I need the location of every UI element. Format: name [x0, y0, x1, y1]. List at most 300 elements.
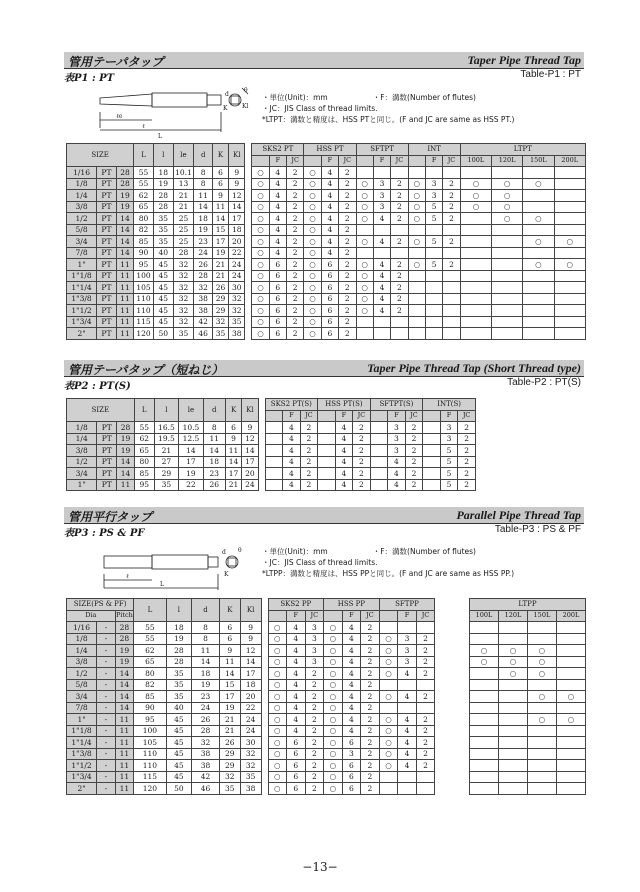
table-cell: ○ [491, 201, 522, 213]
table-cell: 3 [342, 748, 361, 760]
table-cell: 6 [321, 270, 338, 282]
col-header-K: K [225, 399, 241, 422]
table-cell: 4 [321, 201, 338, 213]
table-cell: ○ [252, 247, 269, 259]
table-cell: 115 [134, 771, 166, 783]
table-cell: - [97, 656, 116, 668]
table-cell: 2 [287, 328, 304, 340]
table-cell: 24 [229, 270, 245, 282]
table-row [67, 293, 586, 305]
table-cell: 4 [321, 178, 338, 190]
table-cell: 6 [342, 783, 361, 795]
table-cell: PT [97, 201, 117, 213]
table-cell [470, 679, 499, 691]
table-cell: 2 [300, 468, 318, 480]
table-cell: 1"1/8 [67, 270, 97, 282]
table-cell: 65 [134, 201, 154, 213]
table-cell: - [97, 622, 116, 634]
table-cell: 65 [134, 656, 166, 668]
table-cell: 28 [173, 247, 194, 259]
note-line: ・JC：JIS Class of thread limits. [262, 558, 378, 567]
table-cell: 22 [229, 247, 245, 259]
sub-header-blank [356, 155, 373, 167]
table-cell: ○ [304, 213, 321, 225]
table-cell [498, 760, 527, 772]
table-cell: 35 [166, 668, 191, 680]
table-row [67, 422, 476, 434]
table-cell: ○ [408, 178, 425, 190]
table-cell: 20 [240, 691, 261, 703]
table-cell: 1"1/4 [67, 282, 97, 294]
table-cell: 2 [305, 748, 324, 760]
table-cell [556, 702, 585, 714]
table-cell: 24 [240, 725, 261, 737]
sub-header-F: F [388, 410, 406, 422]
table-cell: ○ [268, 702, 287, 714]
table-cell [554, 282, 586, 294]
table-cell: 4 [388, 456, 406, 468]
table-cell: ○ [527, 645, 556, 657]
table-cell: ○ [324, 633, 343, 645]
table-cell [554, 167, 586, 179]
table-cell: 18 [240, 679, 261, 691]
table-cell: ○ [379, 691, 398, 703]
table-cell: ○ [252, 236, 269, 248]
table-cell: 55 [134, 622, 166, 634]
table-cell: 4 [373, 270, 390, 282]
table-cell: 2 [443, 236, 460, 248]
table-cell [356, 328, 373, 340]
table-cell: 2 [305, 714, 324, 726]
table-cell: 2 [353, 479, 371, 491]
table-cell: 2 [416, 656, 435, 668]
table-cell [556, 679, 585, 691]
table-cell [408, 247, 425, 259]
column-gap [261, 656, 268, 668]
table-cell: 45 [166, 760, 191, 772]
table-cell: 19 [212, 247, 228, 259]
table-cell: 2 [300, 422, 318, 434]
table-cell: 35 [153, 224, 173, 236]
table-cell: 21 [219, 714, 240, 726]
table-cell: - [97, 645, 116, 657]
table-cell: 6 [269, 305, 286, 317]
table-id-en: Table-P3 : PS & PF [494, 524, 581, 535]
sub-header-F: F [283, 410, 301, 422]
marker-cell [370, 479, 388, 491]
table-cell: 6 [225, 422, 241, 434]
table-cell [398, 622, 417, 634]
table-cell: 1/8 [67, 178, 97, 190]
sub-header-JC: JC [458, 410, 476, 422]
table-row [67, 771, 586, 783]
table-cell: 42 [192, 771, 220, 783]
table-cell [498, 679, 527, 691]
table-cell: PT [97, 445, 117, 457]
section-header-taper [64, 52, 584, 69]
table-cell: 2 [353, 456, 371, 468]
table-cell: 15 [212, 224, 228, 236]
table-cell: - [97, 702, 116, 714]
sub-header-F: F [269, 155, 286, 167]
table-cell [356, 224, 373, 236]
table-cell: 45 [166, 714, 191, 726]
table-cell: 2 [353, 445, 371, 457]
table-cell: 4 [342, 645, 361, 657]
table-cell: 21 [212, 259, 228, 271]
table-cell: ○ [356, 178, 373, 190]
table-cell: 2 [361, 771, 380, 783]
table-row [67, 702, 586, 714]
table-cell [491, 282, 522, 294]
note-line: *LTPT：溝数と精度は、HSS PTと同じ。(F and JC are same as HSS PT.) [262, 115, 515, 124]
table-cell: 3 [305, 656, 324, 668]
table-cell [556, 668, 585, 680]
table-cell: 46 [194, 328, 213, 340]
table-cell: 28 [153, 201, 173, 213]
table-cell: 6 [287, 760, 306, 772]
marker-cell [423, 445, 441, 457]
table-cell: 35 [212, 328, 228, 340]
table-cell: 2 [391, 282, 408, 294]
table-cell: 4 [335, 468, 353, 480]
table-cell: 2 [287, 282, 304, 294]
table-cell: 5/8 [67, 224, 97, 236]
table-cell: 4 [269, 178, 286, 190]
table-cell: 12 [229, 190, 245, 202]
marker-cell [265, 479, 283, 491]
table-cell [460, 167, 491, 179]
table-cell: 11 [115, 760, 134, 772]
table-cell: 26 [219, 737, 240, 749]
table-cell [554, 270, 586, 282]
table-cell: 11 [116, 328, 133, 340]
table-row [67, 316, 586, 328]
table-cell: ○ [523, 259, 554, 271]
marker-cell [318, 433, 336, 445]
table-cell: 1" [67, 714, 97, 726]
table-cell: 85 [134, 236, 154, 248]
col-header-L: L [134, 144, 154, 167]
table-cell: ○ [268, 725, 287, 737]
table-cell [554, 247, 586, 259]
dim-label-L: L [160, 581, 164, 588]
table-cell: 50 [153, 328, 173, 340]
col-header-sks2pt: SKS2 PT [252, 144, 304, 156]
table-cell: 6 [219, 633, 240, 645]
table-cell: ○ [304, 201, 321, 213]
table-cell: 100 [134, 270, 154, 282]
table-cell: 3 [373, 178, 390, 190]
table-cell: 6 [321, 316, 338, 328]
table-cell: 11 [192, 645, 220, 657]
table-cell [470, 668, 499, 680]
table-cell [379, 622, 398, 634]
table-cell [373, 167, 390, 179]
table-cell: 2 [287, 316, 304, 328]
table-cell: 26 [203, 479, 225, 491]
table-cell: 3 [388, 422, 406, 434]
table-cell: 2 [405, 456, 423, 468]
table-cell: 2 [287, 305, 304, 317]
table-cell: 30 [240, 737, 261, 749]
table-cell: 20 [229, 236, 245, 248]
table-cell: 4 [335, 456, 353, 468]
table-cell [460, 316, 491, 328]
table-cell: 8 [203, 422, 225, 434]
table-cell: PT [97, 224, 117, 236]
table-cell: 2 [339, 282, 356, 294]
table-cell [443, 282, 460, 294]
table-cell: ○ [304, 270, 321, 282]
column-gap [435, 691, 470, 703]
table-cell: 5 [425, 259, 442, 271]
table-cell [523, 293, 554, 305]
table-cell: ○ [379, 748, 398, 760]
sub-header-100L: 100L [460, 155, 491, 167]
table-cell [470, 725, 499, 737]
table-cell: ○ [268, 691, 287, 703]
table-cell: 9 [242, 422, 258, 434]
table-cell [443, 270, 460, 282]
table-cell [391, 247, 408, 259]
table-cell: ○ [304, 293, 321, 305]
table-row [67, 783, 586, 795]
table-cell: 17 [240, 668, 261, 680]
table-cell: 2 [287, 201, 304, 213]
table-cell: 3 [398, 633, 417, 645]
table-cell: 4 [287, 668, 306, 680]
table-cell [523, 316, 554, 328]
table-cell: 6 [287, 737, 306, 749]
table-cell: ○ [252, 282, 269, 294]
table-row [67, 468, 476, 480]
table-cell: 12 [240, 645, 261, 657]
table-cell: 2 [300, 456, 318, 468]
table-cell [425, 282, 442, 294]
table-cell: 14 [116, 247, 133, 259]
table-cell [527, 679, 556, 691]
table-cell [391, 328, 408, 340]
table-cell: 14 [203, 445, 225, 457]
table-cell: 32 [173, 259, 194, 271]
table-cell: 5 [440, 479, 458, 491]
table-cell: - [97, 737, 116, 749]
table-cell: 2 [339, 190, 356, 202]
table-cell [373, 224, 390, 236]
column-gap [261, 599, 268, 622]
table-cell [373, 328, 390, 340]
table-cell: 2 [339, 224, 356, 236]
table-cell: ○ [554, 259, 586, 271]
table-cell: 2 [300, 479, 318, 491]
column-gap [261, 771, 268, 783]
table-cell: 28 [116, 167, 133, 179]
table-cell: PT [97, 213, 117, 225]
table-cell: 2 [458, 479, 476, 491]
table-cell: 3 [398, 645, 417, 657]
table-cell: ○ [460, 201, 491, 213]
table-cell: 4 [283, 422, 301, 434]
table-cell: 11 [212, 201, 228, 213]
table-cell: 35 [166, 691, 191, 703]
table-row [67, 259, 586, 271]
table-cell: 4 [398, 760, 417, 772]
table-cell: ○ [252, 328, 269, 340]
col-header-hsspt: HSS PT [304, 144, 356, 156]
col-header-sks2pts: SKS2 PT(S) [265, 399, 318, 411]
column-gap [245, 201, 252, 213]
marker-cell [423, 479, 441, 491]
table-cell: 3/8 [67, 201, 97, 213]
table-cell: 45 [153, 305, 173, 317]
table-cell: 2 [416, 633, 435, 645]
table-cell [470, 737, 499, 749]
table-cell: 2 [391, 213, 408, 225]
table-row [67, 236, 586, 248]
table-p3-body [67, 622, 586, 795]
table-cell: PT [97, 236, 117, 248]
column-gap [435, 622, 470, 634]
table-cell: 5 [440, 456, 458, 468]
table-cell [408, 293, 425, 305]
table-cell [491, 293, 522, 305]
table-cell: 14 [240, 656, 261, 668]
table-cell: 3 [440, 422, 458, 434]
column-gap [258, 468, 265, 480]
table-cell [491, 247, 522, 259]
table-cell: 4 [335, 422, 353, 434]
table-id-jp: 表P3 : PS & PF [64, 528, 145, 539]
table-cell: 11 [115, 737, 134, 749]
table-cell: 32 [212, 316, 228, 328]
table-cell: 14 [117, 456, 135, 468]
table-cell: ○ [304, 305, 321, 317]
column-gap [261, 668, 268, 680]
section-title-jp: 管用テーパタップ（短ねじ） [68, 363, 224, 377]
table-cell: 1" [67, 259, 97, 271]
table-cell [398, 783, 417, 795]
table-cell: 1"1/8 [67, 725, 97, 737]
table-cell: - [97, 633, 116, 645]
table-cell: 9 [219, 645, 240, 657]
table-cell: 29 [212, 293, 228, 305]
col-header-d: d [203, 399, 225, 422]
table-cell: ○ [498, 656, 527, 668]
table-cell: 4 [283, 479, 301, 491]
table-cell: 11 [117, 479, 135, 491]
table-cell: 4 [287, 622, 306, 634]
table-cell: 32 [229, 293, 245, 305]
table-cell: 6 [269, 270, 286, 282]
table-cell: 2 [361, 633, 380, 645]
table-cell: 2 [361, 737, 380, 749]
col-header-sftpp: SFTPP [379, 599, 435, 611]
table-cell: ○ [408, 236, 425, 248]
sub-header-F: F [398, 610, 417, 622]
marker-cell [318, 479, 336, 491]
table-cell: 2 [305, 760, 324, 772]
table-cell: 11 [194, 190, 213, 202]
table-cell [498, 783, 527, 795]
table-cell: 4 [287, 645, 306, 657]
table-cell: 45 [153, 259, 173, 271]
table-cell: ○ [470, 656, 499, 668]
table-cell: 14 [117, 468, 135, 480]
table-cell: ○ [252, 224, 269, 236]
table-cell: 2 [339, 293, 356, 305]
table-cell: 3 [305, 645, 324, 657]
sub-header-150L: 150L [523, 155, 554, 167]
table-cell: PT [97, 282, 117, 294]
table-cell: 105 [134, 737, 166, 749]
table-cell: 6 [269, 293, 286, 305]
column-gap [435, 599, 470, 622]
table-cell: 2 [391, 259, 408, 271]
table-cell [356, 167, 373, 179]
table-cell: 45 [166, 748, 191, 760]
table-cell [408, 167, 425, 179]
table-cell: ○ [324, 783, 343, 795]
table-cell [470, 714, 499, 726]
table-cell: 1"3/4 [67, 316, 97, 328]
table-cell: ○ [268, 760, 287, 772]
dim-label-K: K [224, 571, 229, 578]
table-cell: 6 [321, 282, 338, 294]
table-cell: 1/4 [67, 433, 97, 445]
table-cell: 4 [269, 201, 286, 213]
table-cell: 2 [416, 668, 435, 680]
table-cell: 1/2 [67, 668, 97, 680]
column-gap [245, 282, 252, 294]
table-cell: ○ [268, 714, 287, 726]
table-cell [460, 224, 491, 236]
table-cell: 1/8 [67, 422, 97, 434]
table-cell: 2 [287, 167, 304, 179]
table-cell: PT [97, 433, 117, 445]
table-cell: 19 [116, 190, 133, 202]
table-cell: ○ [324, 725, 343, 737]
table-cell: 21 [212, 270, 228, 282]
table-row [67, 737, 586, 749]
table-cell [398, 771, 417, 783]
table-cell: 2 [287, 224, 304, 236]
table-cell: ○ [304, 190, 321, 202]
column-gap [261, 702, 268, 714]
table-cell [554, 201, 586, 213]
table-cell: 62 [134, 645, 166, 657]
table-cell: 62 [134, 433, 154, 445]
col-header-le: le [179, 399, 204, 422]
table-cell: ○ [268, 748, 287, 760]
table-cell [460, 305, 491, 317]
marker-cell [423, 468, 441, 480]
table-cell: 32 [192, 737, 220, 749]
sub-header-JC: JC [305, 610, 324, 622]
table-cell [470, 633, 499, 645]
table-cell: 2 [305, 771, 324, 783]
table-cell: 17 [219, 691, 240, 703]
table-cell: 38 [192, 748, 220, 760]
table-cell [443, 316, 460, 328]
sub-header-JC: JC [416, 610, 435, 622]
table-cell [379, 783, 398, 795]
table-cell: 32 [240, 760, 261, 772]
table-cell: 4 [342, 656, 361, 668]
table-cell: 23 [192, 691, 220, 703]
table-cell [460, 236, 491, 248]
table-cell: 4 [321, 167, 338, 179]
